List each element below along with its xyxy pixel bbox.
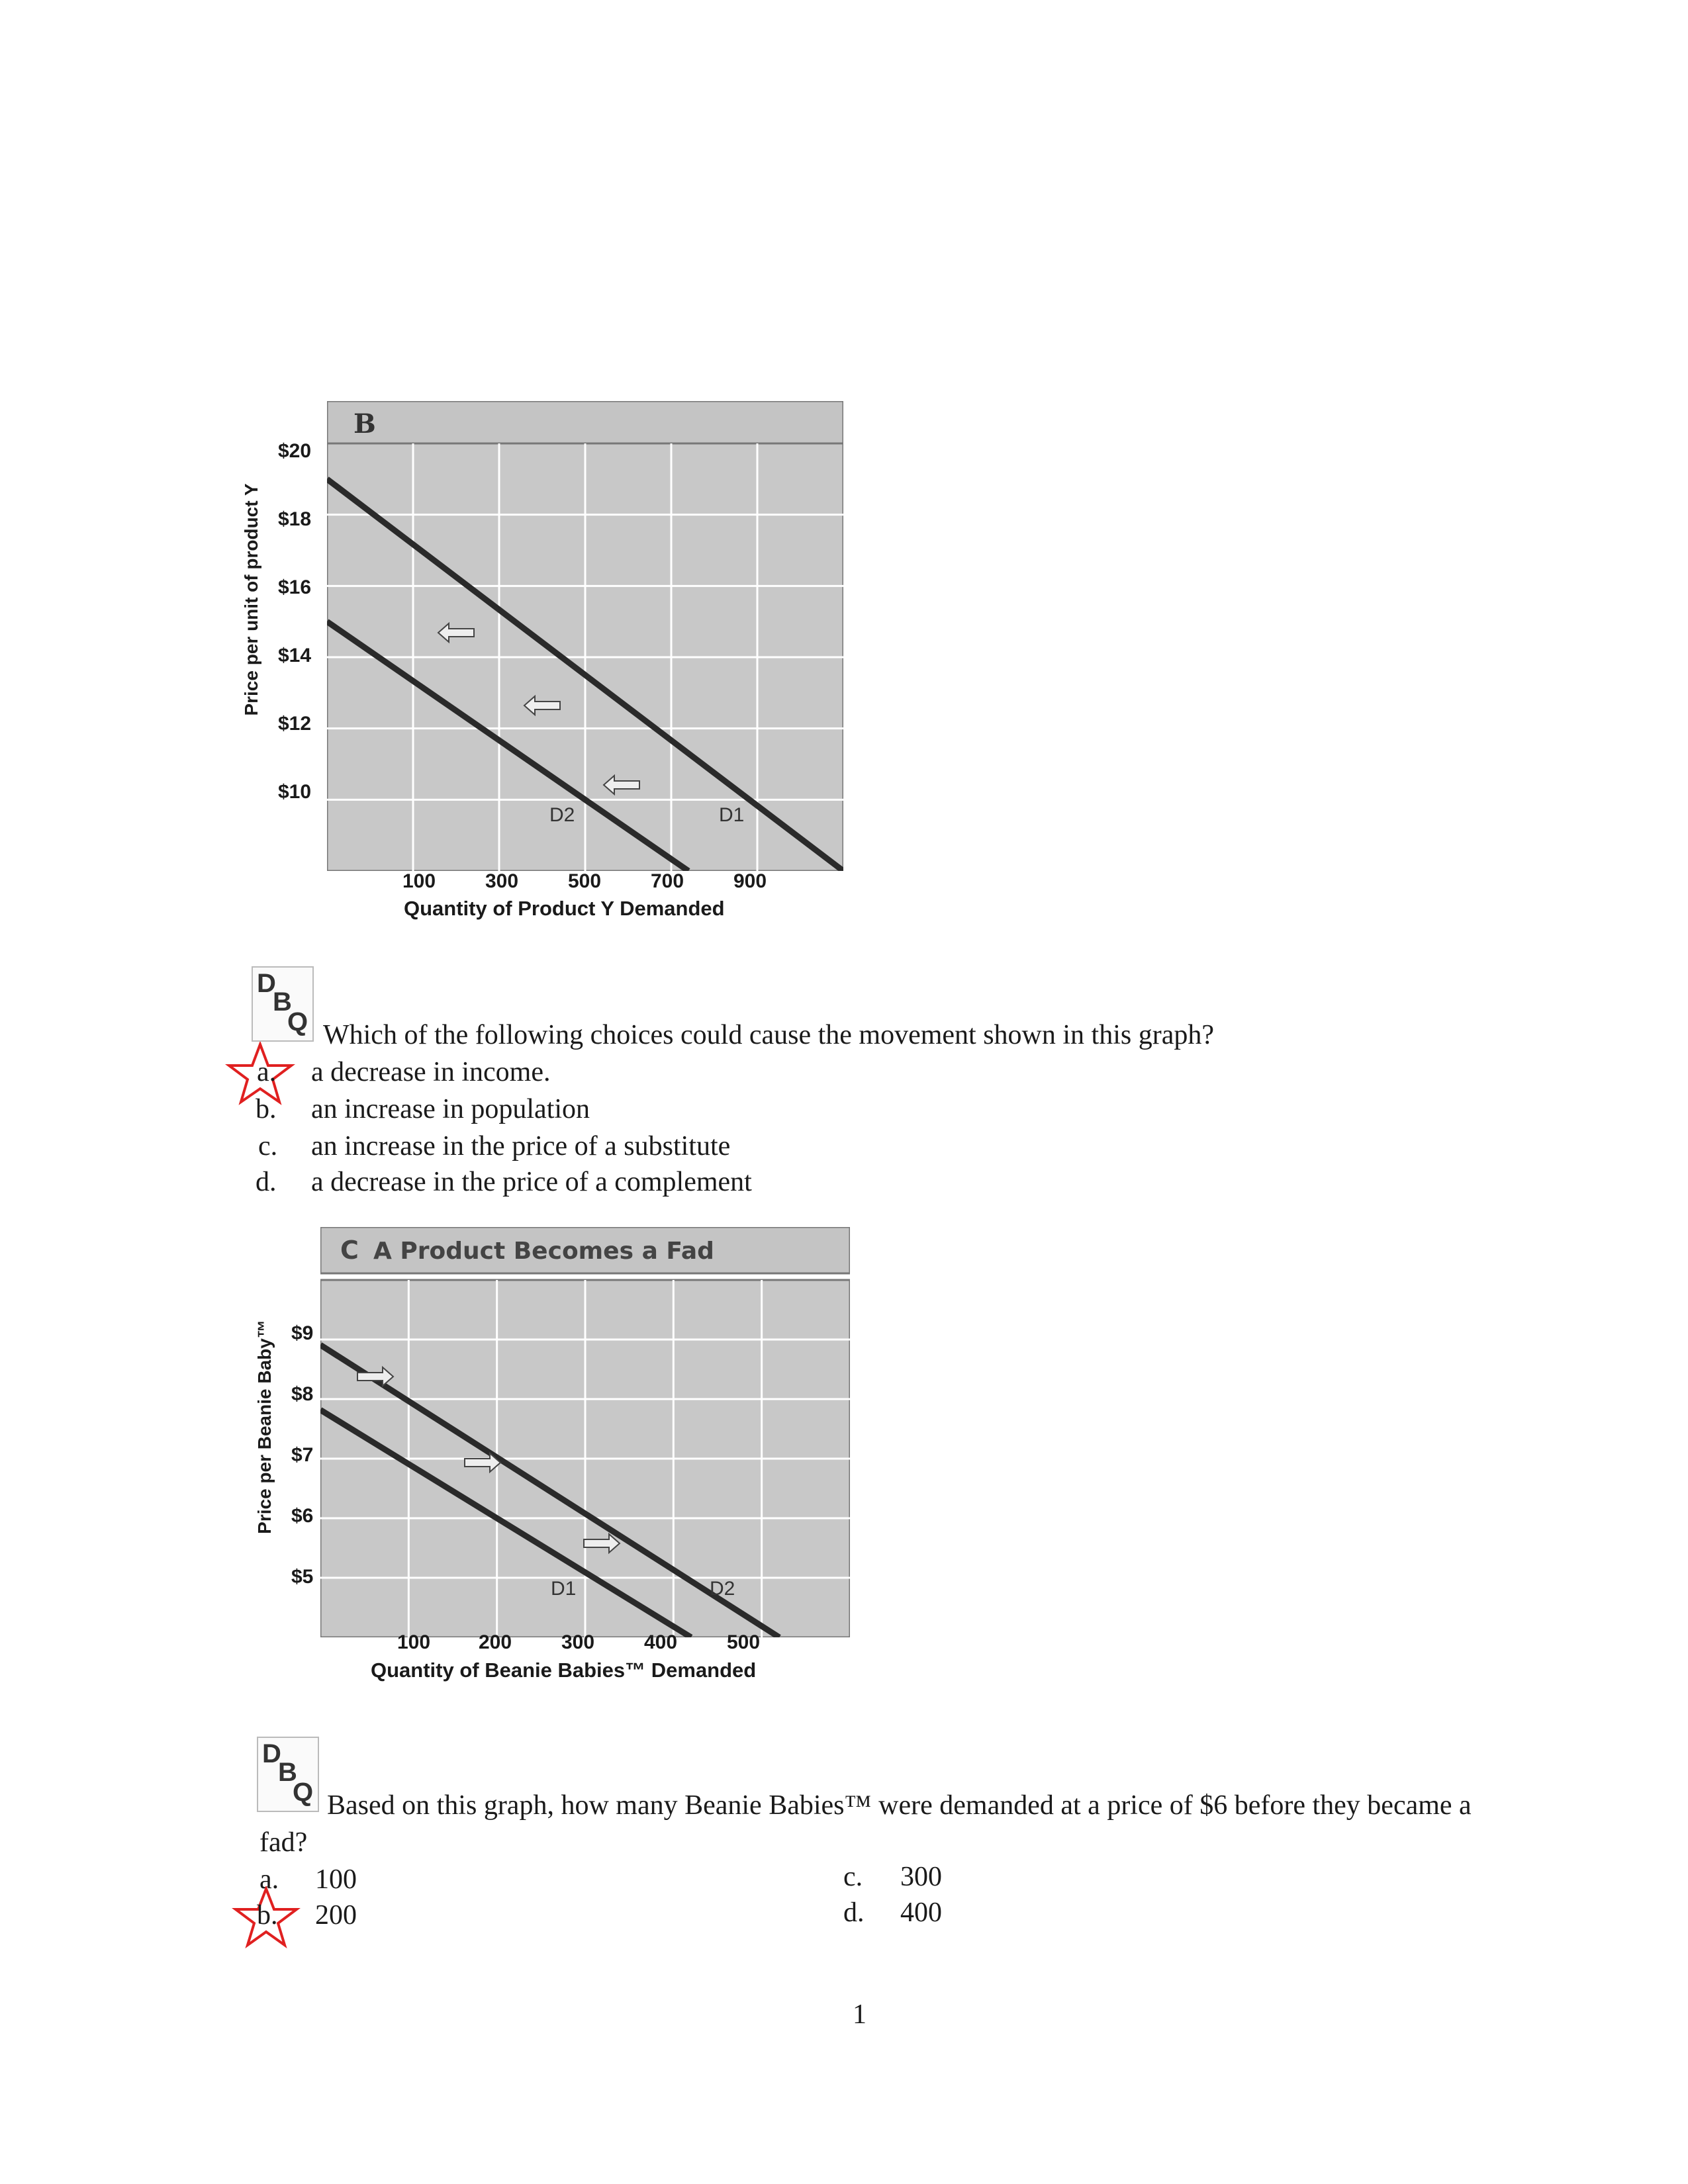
- q1-option-text-a: a decrease in income.: [311, 1057, 551, 1087]
- chart-c-ytick-1: $8: [291, 1383, 314, 1405]
- chart-b-xtick-3: 700: [651, 870, 684, 892]
- q1-question: Which of the following choices could cause the movement shown in this graph?: [323, 1020, 1214, 1050]
- chart-b-ytick-4: $12: [278, 713, 312, 735]
- q2-option-text-d: 400: [900, 1897, 942, 1928]
- q1-option-letter-b: b.: [256, 1094, 277, 1124]
- chart-c-xlabel: Quantity of Beanie Babies™ Demanded: [371, 1659, 757, 1682]
- q1-option-letter-d: d.: [256, 1167, 277, 1197]
- page-number: 1: [853, 1999, 867, 2030]
- chart-b-curve-label-d1: D1: [719, 804, 745, 826]
- q2-option-text-a: 100: [315, 1864, 357, 1895]
- q2-option-text-b: 200: [315, 1900, 357, 1931]
- chart-b-ytick-1: $18: [278, 508, 312, 530]
- chart-c-title: A Product Becomes a Fad: [373, 1238, 714, 1265]
- chart-c: [238, 1218, 861, 1714]
- chart-b-panel-letter: B: [353, 408, 376, 439]
- chart-b-xtick-0: 100: [402, 870, 436, 892]
- chart-c-ytick-2: $7: [291, 1444, 314, 1466]
- chart-c-curve-label-d1: D1: [551, 1578, 577, 1600]
- chart-c-curve-label-d2: D2: [710, 1578, 735, 1600]
- q2-option-text-c: 300: [900, 1862, 942, 1892]
- q2-option-letter-a: a.: [259, 1864, 279, 1895]
- q2-option-letter-c: c.: [843, 1862, 863, 1892]
- chart-c-xtick-4: 500: [727, 1631, 761, 1653]
- q1-option-text-c: an increase in the price of a substitute: [311, 1131, 731, 1161]
- chart-c-ylabel: Price per Beanie Baby™: [254, 1320, 275, 1534]
- chart-c-plot: [320, 1227, 850, 1637]
- chart-b-ytick-2: $16: [278, 576, 312, 598]
- chart-b-plot: [327, 401, 843, 871]
- chart-b-ytick-3: $14: [278, 645, 312, 666]
- chart-b-ylabel: Price per unit of product Y: [241, 483, 261, 716]
- chart-b-xtick-1: 300: [485, 870, 519, 892]
- chart-b-xtick-4: 900: [733, 870, 767, 892]
- q1-option-letter-c: c.: [258, 1131, 278, 1161]
- chart-c-panel-letter: C: [340, 1236, 359, 1265]
- q1-option-text-d: a decrease in the price of a complement: [311, 1167, 752, 1197]
- chart-b: [238, 390, 847, 920]
- chart-c-ytick-4: $5: [291, 1566, 314, 1588]
- dbq-badge-icon: D B Q: [252, 966, 314, 1042]
- q2-option-letter-b: b.: [257, 1900, 278, 1931]
- q2-option-letter-d: d.: [843, 1897, 865, 1928]
- chart-c-xtick-3: 400: [644, 1631, 678, 1653]
- chart-c-xtick-1: 200: [479, 1631, 512, 1653]
- chart-c-xtick-0: 100: [397, 1631, 431, 1653]
- chart-b-xlabel: Quantity of Product Y Demanded: [404, 897, 725, 920]
- chart-b-ytick-0: $20: [278, 440, 312, 462]
- chart-b-xtick-2: 500: [568, 870, 602, 892]
- dbq-badge-icon: D B Q: [257, 1737, 319, 1812]
- chart-b-header-bar: [327, 401, 843, 443]
- q1-option-text-b: an increase in population: [311, 1094, 590, 1124]
- chart-c-xtick-2: 300: [561, 1631, 595, 1653]
- q2-question-line1: Based on this graph, how many Beanie Babies™ were demanded at a price of $6 before they became a: [327, 1790, 1472, 1821]
- q1-option-letter-a: a.: [257, 1057, 277, 1087]
- chart-b-curve-label-d2: D2: [549, 804, 575, 826]
- chart-c-ytick-3: $6: [291, 1505, 314, 1527]
- chart-c-ytick-0: $9: [291, 1322, 314, 1344]
- chart-b-ytick-5: $10: [278, 781, 312, 803]
- q2-question-line2: fad?: [259, 1827, 308, 1858]
